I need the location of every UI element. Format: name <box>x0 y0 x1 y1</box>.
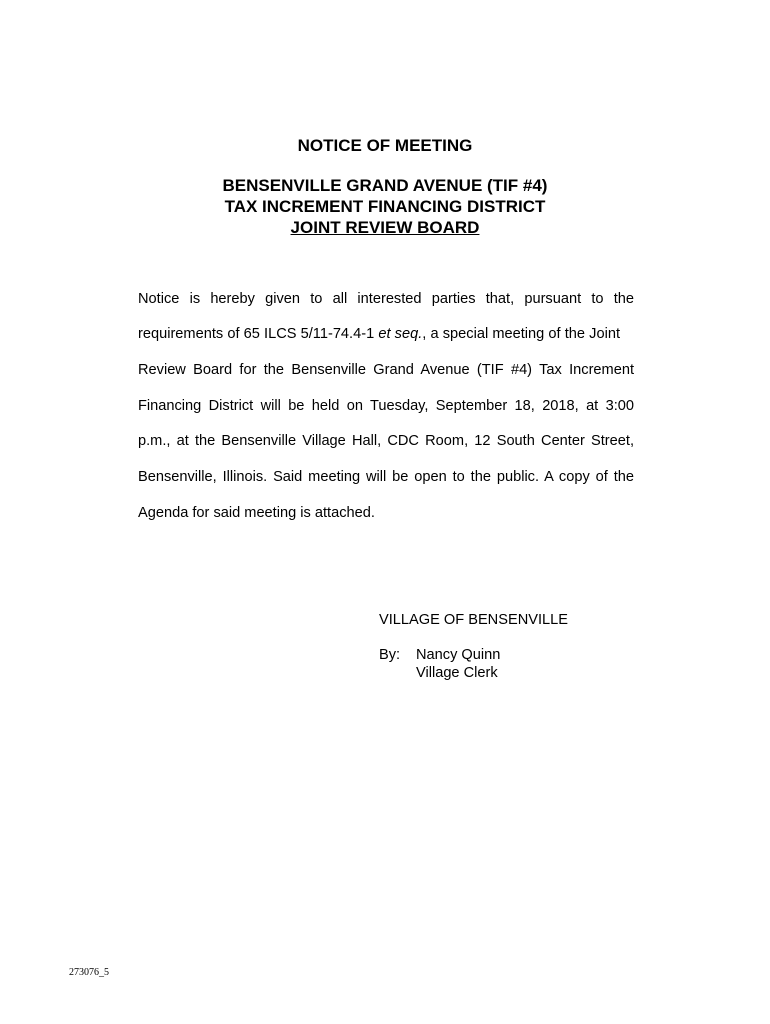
body-line-2 <box>138 325 634 343</box>
signature-name: Nancy Quinn <box>416 647 501 663</box>
body-line-6: Bensenville, Illinois. Said meeting will be open to the public. A copy of the <box>138 469 634 485</box>
body-line-2-text-a: requirements of 65 ILCS 5/11-74.4-1 <box>138 326 379 342</box>
signature-organization: VILLAGE OF BENSENVILLE <box>379 612 568 628</box>
notice-title: NOTICE OF MEETING <box>297 136 473 155</box>
board-name-line-1: BENSENVILLE GRAND AVENUE (TIF #4) <box>222 176 548 195</box>
board-name-line-2: TAX INCREMENT FINANCING DISTRICT <box>224 197 546 216</box>
et-seq-citation: et seq. <box>378 326 423 342</box>
body-line-3: Review Board for the Bensenville Grand Avenue (TIF #4) Tax Increment <box>138 362 634 378</box>
signature-title: Village Clerk <box>416 665 498 681</box>
document-id: 273076_5 <box>69 967 109 978</box>
body-line-4: Financing District will be held on Tuesday, September 18, 2018, at 3:00 <box>138 398 634 414</box>
body-line-7: Agenda for said meeting is attached. <box>138 505 375 521</box>
body-line-1: Notice is hereby given to all interested parties that, pursuant to the <box>138 291 634 307</box>
signature-by-label: By: <box>379 647 401 663</box>
body-line-2-text-b: , a special meeting of the Joint <box>422 326 621 342</box>
board-name-line-3: JOINT REVIEW BOARD <box>290 218 480 237</box>
body-line-5: p.m., at the Bensenville Village Hall, CDC Room, 12 South Center Street, <box>138 433 634 449</box>
